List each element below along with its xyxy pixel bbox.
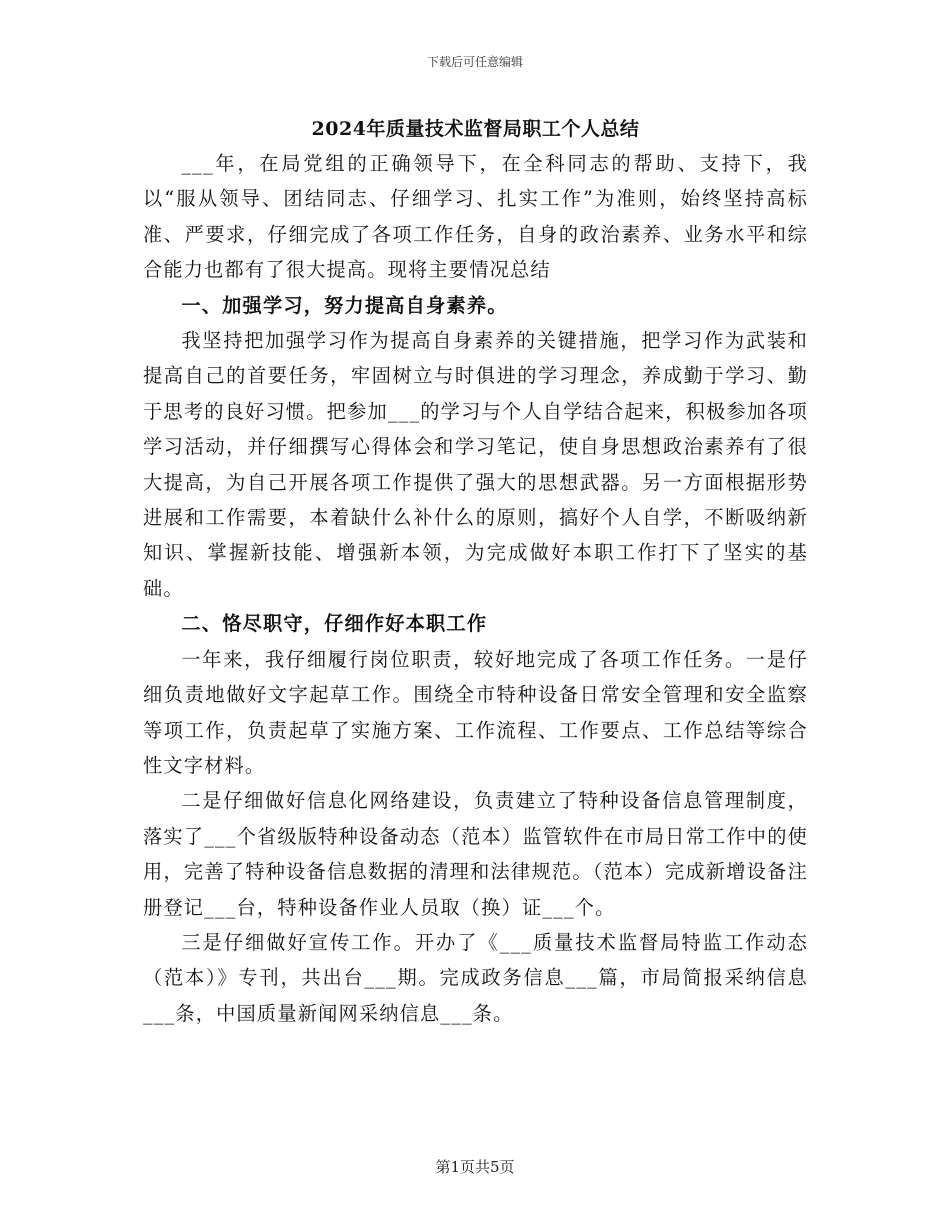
section2-paragraph-1: 一年来，我仔细履行岗位职责，较好地完成了各项工作任务。一是仔细负责地做好文字起草工作。围绕全市特种设备日常安全管理和安全监察等项工作，负责起草了实施方案、工作流程、工作要点、工作总结等综合性文字材料。 (143, 647, 808, 777)
section2-heading: 二、恪尽职守，仔细作好本职工作 (181, 612, 488, 636)
intro-paragraph: ___年，在局党组的正确领导下，在全科同志的帮助、支持下，我以“服从领导、团结同志、仔细学习、扎实工作”为准则，始终坚持高标准、严要求，仔细完成了各项工作任务，自身的政治素养、业务水平和综合能力也都有了很大提高。现将主要情况总结 (143, 152, 808, 282)
header-note: 下载后可任意编辑 (426, 55, 523, 69)
page-footer: 第1页共5页 (435, 1158, 515, 1176)
section1-heading: 一、加强学习，努力提高自身素养。 (181, 293, 508, 317)
section1-paragraph: 我坚持把加强学习作为提高自身素养的关键措施，把学习作为武装和提高自己的首要任务，牢固树立与时俱进的学习理念，养成勤于学习、勤于思考的良好习惯。把参加___的学习与个人自学结合起来，积极参加各项学习活动，并仔细撰写心得体会和学习笔记，使自身思想政治素养有了很大提高，为自己开展各项工作提供了强大的思想武器。另一方面根据形势进展和工作需要，本着缺什么补什么的原则，搞好个人自学，不断吸纳新知识、掌握新技能、增强新本领，为完成做好本职工作打下了坚实的基础。 (143, 329, 808, 600)
document-title: 2024年质量技术监督局职工个人总结 (311, 118, 640, 140)
section2-paragraph-3: 三是仔细做好宣传工作。开办了《___质量技术监督局特监工作动态（范本）》专刊，共出台___期。完成政务信息___篇，市局简报采纳信息___条，中国质量新闻网采纳信息___条。 (143, 930, 808, 1025)
section2-paragraph-2: 二是仔细做好信息化网络建设，负责建立了特种设备信息管理制度，落实了___个省级版特种设备动态（范本）监管软件在市局日常工作中的使用，完善了特种设备信息数据的清理和法律规范。（范本）完成新增设备注册登记___台，特种设备作业人员取（换）证___个。 (143, 789, 808, 919)
document-body (143, 114, 808, 1031)
